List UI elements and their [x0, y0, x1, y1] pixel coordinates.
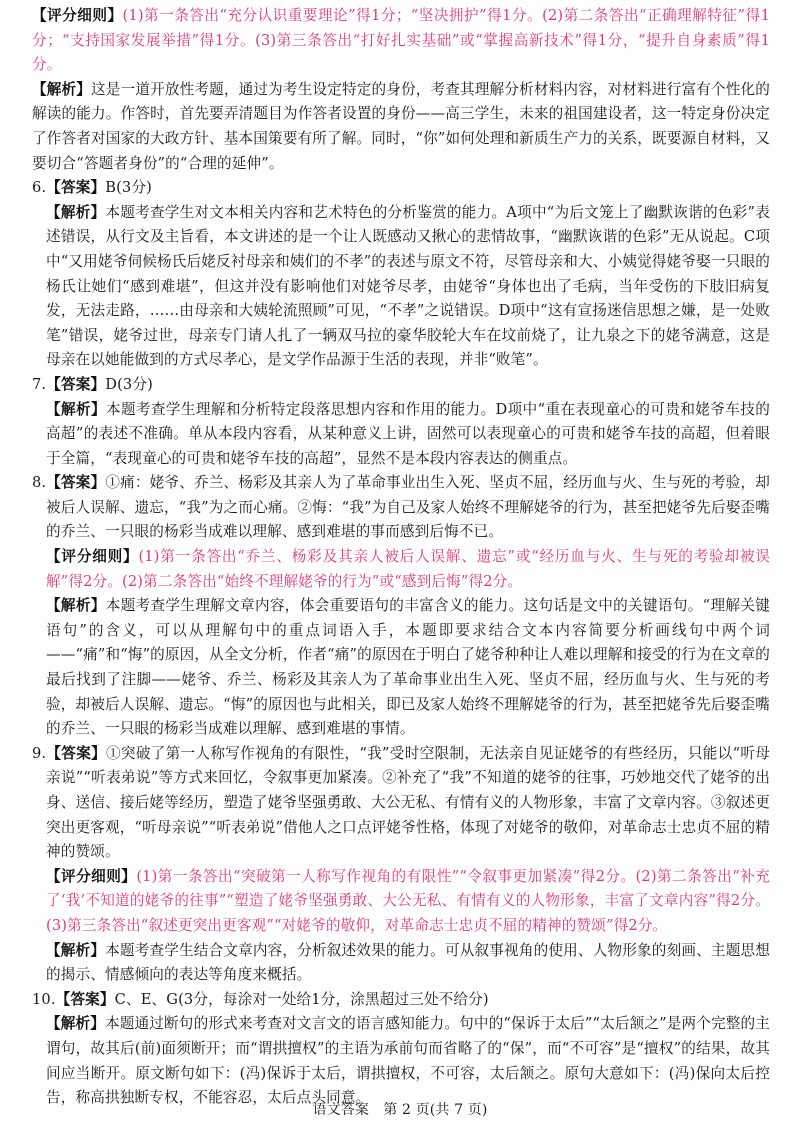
q6-analysis: [32, 201, 770, 373]
answer-label: 【答案】: [46, 375, 106, 393]
q10-answer: [32, 988, 770, 1013]
q5-score-text: (1)第一条答出“充分认识重要理论”得1分；“坚决拥护”得1分。(2)第二条答出“正确理解特征”得1分；“支持国家发展举措”得1分。(3)第三条答出“打好扎实基础”或“掌握高新技术”得1分，“提升自身素质”得1分。: [32, 7, 771, 74]
q9-analysis-text: 本题考查学生结合文章内容，分析叙述效果的能力。可从叙事视角的使用、人物形象的刻画、主题思想的揭示、情感倾向的表达等角度来概括。: [46, 941, 770, 984]
answer-label: 【答案】: [46, 474, 106, 492]
q7-analysis-text: 本题考查学生理解和分析特定段落思想内容和作用的能力。D项中“重在表现童心的可贵和姥爷车技的高超”的表述不准确。单从本段内容看，从某种意义上讲，固然可以表现童心的可贵和姥爷车技的高超，但着眼于全篇，“表现童心的可贵和姥爷车技的高超”，显然不是本段内容表达的侧重点。: [46, 400, 770, 467]
analysis-label: 【解析】: [46, 941, 106, 959]
q9-analysis: [32, 939, 770, 988]
q5-analysis-text: 这是一道开放性考题，通过为考生设定特定的身份，考查其理解分析材料内容，对材料进行富有个性化的解读的能力。作答时，首先要弄清题目为作答者设置的身份——高三学生，未来的祖国建设者，这一特定身份决定了作答者对国家的大政方针、基本国策要有所了解。同时，“你”如何处理和新质生产力的关系，既要源自材料，又要切合“答题者身份”的“合理的延伸”。: [32, 80, 770, 172]
q6-analysis-text: 本题考查学生对文本相关内容和艺术特色的分析鉴赏的能力。A项中“为后文笼上了幽默诙谐的色彩”表述错误，从行文及主旨看，本文讲述的是一个让人既感动又揪心的悲情故事，“幽默诙谐的色彩”无从说起。C项中“又用姥爷伺候杨氏后姥反衬母亲和姨们的不孝”的表述与原文不符，尽管母亲和大、小姨觉得姥爷娶一只眼的杨氏让她们“感到难堪”，但这并没有影响他们对姥爷尽孝，由姥爷“身体也出了毛病，当年受伤的下肢旧病复发，无法走路，……由母亲和大姨轮流照顾”可见，“不孝”之说错误。D项中“这有宣扬迷信思想之嫌，是一处败笔”错误，姥爷过世，母亲专门请人扎了一辆双马拉的豪华胶轮大车在坟前烧了，让九泉之下的姥爷满意，这是母亲在以她能做到的方式尽孝心，是文学作品源于生活的表现，并非“败笔”。: [46, 203, 770, 369]
q9-score-detail: [32, 865, 770, 939]
analysis-label: 【解析】: [46, 1015, 106, 1033]
q10-number: 10.: [32, 990, 56, 1008]
q7-answer: [32, 373, 770, 398]
q6-number: 6.: [32, 179, 47, 197]
q8-analysis: [32, 594, 770, 742]
analysis-label: 【解析】: [46, 400, 106, 418]
score-detail-label: 【评分细则】: [32, 7, 123, 24]
q10-analysis: [32, 1012, 770, 1110]
q8-score-detail: [32, 545, 770, 594]
q10-answer-text: C、E、G(3分，每涂对一处给1分，涂黑超过三处不给分): [114, 990, 489, 1008]
q7-number: 7.: [32, 375, 47, 393]
q5-score-detail: [32, 4, 770, 78]
q8-analysis-text: 本题考查学生理解文章内容，体会重要语句的丰富含义的能力。这句话是文中的关键语句。“理解关键语句”的含义，可以从理解句中的重点词语入手，本题即要求结合文本内容简要分析画线句中两个词——“痛”和“悔”的原因，从全文分析，作者“痛”的原因在于明白了姥爷种种让人难以理解和接受的行为在文章的最后找到了注脚——姥爷、乔兰、杨彩及其亲人为了革命事业出生入死、坚贞不屈，经历血与火、生与死的考验，却被后人误解、遗忘。“悔”的原因也与此相关，即已及家人始终不理解姥爷的行为，甚至把姥爷先后娶歪嘴的乔兰、一只眼的杨彩当成难以理解、感到难堪的事情。: [46, 597, 770, 738]
q7-answer-text: D(3分): [105, 375, 153, 393]
q9-number: 9.: [32, 744, 47, 762]
page-footer: 语文答案 第 2 页(共 7 页): [312, 1102, 488, 1118]
answer-label: 【答案】: [46, 744, 107, 762]
q6-answer: [32, 176, 770, 201]
q8-answer: [32, 471, 770, 545]
answer-label: 【答案】: [55, 990, 115, 1008]
analysis-label: 【解析】: [46, 597, 106, 615]
analysis-label: 【解析】: [46, 203, 106, 221]
q8-score-text: (1)第一条答出“乔兰、杨彩及其亲人被后人误解、遗忘”或“经历血与火、生与死的考验却被误解”得2分。(2)第二条答出“始终不理解姥爷的行为”或“感到后悔”得2分。: [46, 548, 770, 590]
answer-label: 【答案】: [46, 179, 106, 197]
q9-answer-text: ①突破了第一人称写作视角的有限性，“我”受时空限制，无法亲自见证姥爷的有些经历，只能以“听母亲说”“听表弟说”等方式来回忆，令叙事更加紧凑。②补充了“我”不知道的姥爷的往事，巧妙地交代了姥爷的出身、送信、接后姥等经历，塑造了姥爷坚强勇敢、大公无私、有情有义的人物形象，丰富了文章内容。③叙述更突出更客观，“听母亲说”“听表弟说”借他人之口点评姥爷性格，体现了对姥爷的敬仰，对革命志士忠贞不屈的精神的赞颂。: [46, 744, 770, 861]
q7-analysis: [32, 398, 770, 472]
score-detail-label: 【评分细则】: [46, 867, 137, 885]
q9-score-text: (1)第一条答出“突破第一人称写作视角的有限性”“令叙事更加紧凑”得2分。(2)第二条答出“补充了‘我’不知道的姥爷的往事”“塑造了姥爷坚强勇敢、大公无私、有情有义的人物形象，丰富了文章内容”得2分。(3)第三条答出“叙述更突出更客观”“对姥爷的敬仰，对革命志士忠贞不屈的精神的赞颂”得2分。: [46, 867, 770, 934]
q10-analysis-text: 本题通过断句的形式来考查对文言文的语言感知能力。句中的“保诉于太后”“太后颔之”是两个完整的主谓句，故其后(前)面须断开；而“谓拱擅权”的主语为承前句而省略了的“保”，而“不可容”是“擅权”的结果，故其间应当断开。原文断句如下：(冯)保诉于太后，谓拱擅权，不可容，太后颔之。原句大意如下：(冯)保向太后控告，称高拱独断专权，不能容忍，太后点头同意。: [46, 1015, 770, 1107]
q9-answer: [32, 742, 770, 865]
q8-answer-text: ①痛：姥爷、乔兰、杨彩及其亲人为了革命事业出生入死、坚贞不屈，经历血与火、生与死的考验，却被后人误解、遗忘，“我”为之而心痛。②悔：“我”为自己及家人始终不理解姥爷的行为，甚至把姥爷先后娶歪嘴的乔兰、一只眼的杨彩当成难以理解、感到难堪的事而感到后悔不已。: [46, 474, 770, 541]
q8-number: 8.: [32, 474, 47, 492]
score-detail-label: 【评分细则】: [46, 548, 139, 566]
q5-analysis: [32, 78, 770, 176]
analysis-label: 【解析】: [32, 80, 92, 98]
q6-answer-text: B(3分): [105, 179, 152, 197]
